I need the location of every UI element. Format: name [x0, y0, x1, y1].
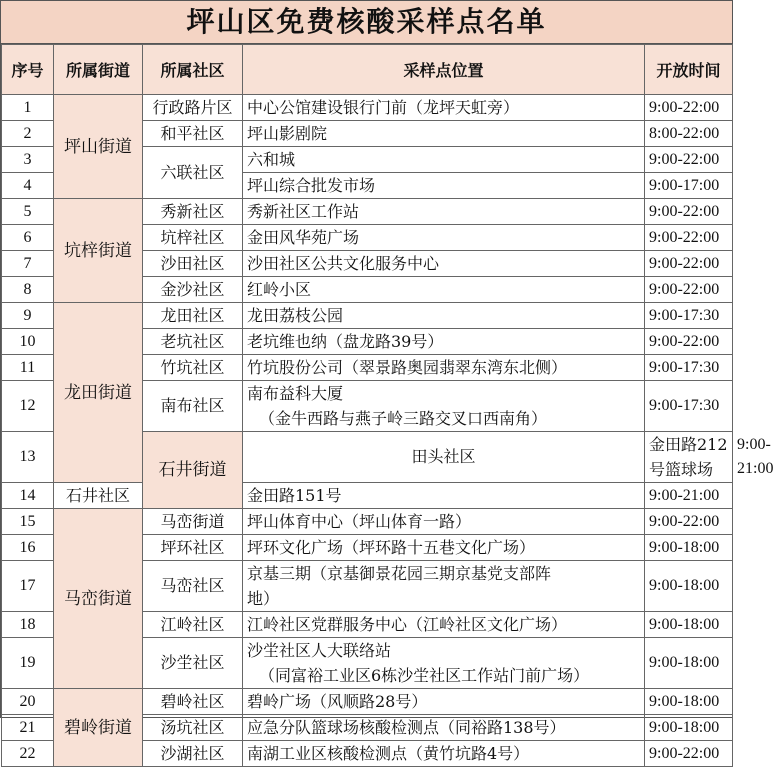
cell-community: 田头社区 [243, 432, 645, 483]
cell-location: 老坑维也纳（盘龙路39号） [243, 329, 645, 355]
table-row [2, 303, 733, 329]
cell-location: 南湖工业区核酸检测点（黄竹坑路4号） [243, 741, 645, 767]
cell-location: 金田路151号 [243, 483, 645, 509]
cell-hours: 9:00-17:30 [645, 381, 733, 432]
cell-location: 金田风华苑广场 [243, 225, 645, 251]
cell-seq: 22 [2, 741, 54, 767]
cell-hours: 9:00-17:30 [645, 355, 733, 381]
cell-community: 秀新社区 [143, 199, 243, 225]
cell-location: 秀新社区工作站 [243, 199, 645, 225]
cell-community: 江岭社区 [143, 612, 243, 638]
header-street: 所属街道 [54, 45, 143, 95]
location-line-1: 京基三期（京基御景花园三期京基党支部阵 [247, 564, 552, 583]
cell-community: 沙田社区 [143, 251, 243, 277]
cell-hours: 9:00-22:00 [645, 329, 733, 355]
cell-location: 中心公馆建设银行门前（龙坪天虹旁） [243, 95, 645, 121]
cell-hours: 9:00-18:00 [645, 638, 733, 689]
cell-seq: 12 [2, 381, 54, 432]
cell-seq: 6 [2, 225, 54, 251]
cell-street: 坑梓街道 [54, 199, 143, 303]
cell-hours: 9:00-22:00 [645, 509, 733, 535]
cell-seq: 15 [2, 509, 54, 535]
cell-location [243, 381, 645, 432]
cell-street: 马峦街道 [54, 509, 143, 689]
cell-hours: 8:00-22:00 [645, 121, 733, 147]
cell-location [243, 638, 645, 689]
cell-hours: 9:00-22:00 [645, 95, 733, 121]
cell-street: 碧岭街道 [54, 689, 143, 767]
cell-hours: 9:00-22:00 [645, 251, 733, 277]
cell-seq: 17 [2, 561, 54, 612]
cell-community: 碧岭社区 [143, 689, 243, 715]
sites-table [1, 44, 773, 767]
cell-hours: 9:00-21:00 [645, 483, 733, 509]
cell-community: 六联社区 [143, 147, 243, 199]
cell-seq: 9 [2, 303, 54, 329]
cell-seq: 2 [2, 121, 54, 147]
cell-community: 老坑社区 [143, 329, 243, 355]
header-hours: 开放时间 [645, 45, 733, 95]
location-line-2: （金牛西路与燕子岭三路交叉口西南角） [259, 409, 548, 428]
cell-seq: 5 [2, 199, 54, 225]
table-row [2, 689, 733, 715]
cell-seq: 18 [2, 612, 54, 638]
cell-seq: 1 [2, 95, 54, 121]
cell-seq: 10 [2, 329, 54, 355]
cell-community: 沙湖社区 [143, 741, 243, 767]
cell-community: 行政路片区 [143, 95, 243, 121]
cell-hours: 9:00-22:00 [645, 741, 733, 767]
cell-location: 沙田社区公共文化服务中心 [243, 251, 645, 277]
cell-hours: 9:00-18:00 [645, 715, 733, 741]
cell-location: 竹坑股份公司（翠景路奥园翡翠东湾东北侧） [243, 355, 645, 381]
cell-seq: 3 [2, 147, 54, 173]
cell-hours: 9:00-18:00 [645, 612, 733, 638]
table-row: 13 石井街道 田头社区 金田路212号篮球场 9:00-21:00 [2, 432, 733, 483]
cell-community: 南布社区 [143, 381, 243, 432]
cell-seq: 7 [2, 251, 54, 277]
cell-hours: 9:00-18:00 [645, 561, 733, 612]
cell-seq: 13 [2, 432, 54, 483]
cell-community: 坪环社区 [143, 535, 243, 561]
header-location: 采样点位置 [243, 45, 645, 95]
table-row [2, 199, 733, 225]
cell-hours: 9:00-17:30 [645, 303, 733, 329]
location-line-2: 地） [247, 589, 280, 608]
cell-location: 坪山影剧院 [243, 121, 645, 147]
page-title: 坪山区免费核酸采样点名单 [1, 1, 732, 44]
cell-community: 坑梓社区 [143, 225, 243, 251]
cell-seq: 19 [2, 638, 54, 689]
cell-hours: 9:00-18:00 [645, 535, 733, 561]
cell-hours: 9:00-22:00 [645, 147, 733, 173]
cell-location: 坪环文化广场（坪环路十五巷文化广场） [243, 535, 645, 561]
cell-seq: 20 [2, 689, 54, 715]
location-line-1: 南布益科大厦 [247, 384, 344, 403]
cell-location: 红岭小区 [243, 277, 645, 303]
cell-location: 六和城 [243, 147, 645, 173]
cell-location: 坪山综合批发市场 [243, 173, 645, 199]
table-row [2, 509, 733, 535]
cell-location: 应急分队篮球场核酸检测点（同裕路138号） [243, 715, 645, 741]
cell-hours: 9:00-18:00 [645, 689, 733, 715]
cell-hours: 9:00-22:00 [645, 225, 733, 251]
cell-hours: 9:00-17:00 [645, 173, 733, 199]
cell-seq: 4 [2, 173, 54, 199]
cell-community: 沙坣社区 [143, 638, 243, 689]
cell-community: 金沙社区 [143, 277, 243, 303]
cell-seq: 11 [2, 355, 54, 381]
cell-community: 龙田社区 [143, 303, 243, 329]
location-line-1: 沙坣社区人大联络站 [247, 641, 392, 660]
header-seq: 序号 [2, 45, 54, 95]
cell-community: 和平社区 [143, 121, 243, 147]
cell-community: 汤坑社区 [143, 715, 243, 741]
cell-location: 坪山体育中心（坪山体育一路） [243, 509, 645, 535]
cell-location: 碧岭广场（风顺路28号） [243, 689, 645, 715]
cell-seq: 14 [2, 483, 54, 509]
table-row [2, 95, 733, 121]
header-community: 所属社区 [143, 45, 243, 95]
location-line-2: （同富裕工业区6栋沙坣社区工作站门前广场） [259, 666, 590, 685]
cell-seq: 21 [2, 715, 54, 741]
cell-location: 金田路212号篮球场 [645, 432, 733, 483]
cell-community: 马峦社区 [143, 561, 243, 612]
cell-hours: 9:00-22:00 [645, 277, 733, 303]
cell-community: 石井社区 [54, 483, 143, 509]
cell-street: 石井街道 [143, 432, 243, 509]
table-row [2, 483, 733, 509]
cell-hours: 9:00-22:00 [645, 199, 733, 225]
cell-seq: 16 [2, 535, 54, 561]
cell-location: 江岭社区党群服务中心（江岭社区文化广场） [243, 612, 645, 638]
cell-street: 坪山街道 [54, 95, 143, 199]
table-header-row [2, 45, 733, 95]
cell-location [243, 561, 645, 612]
cell-seq: 8 [2, 277, 54, 303]
cell-location: 龙田荔枝公园 [243, 303, 645, 329]
cell-community: 马峦街道 [143, 509, 243, 535]
cell-street: 龙田街道 [54, 303, 143, 483]
cell-community: 竹坑社区 [143, 355, 243, 381]
